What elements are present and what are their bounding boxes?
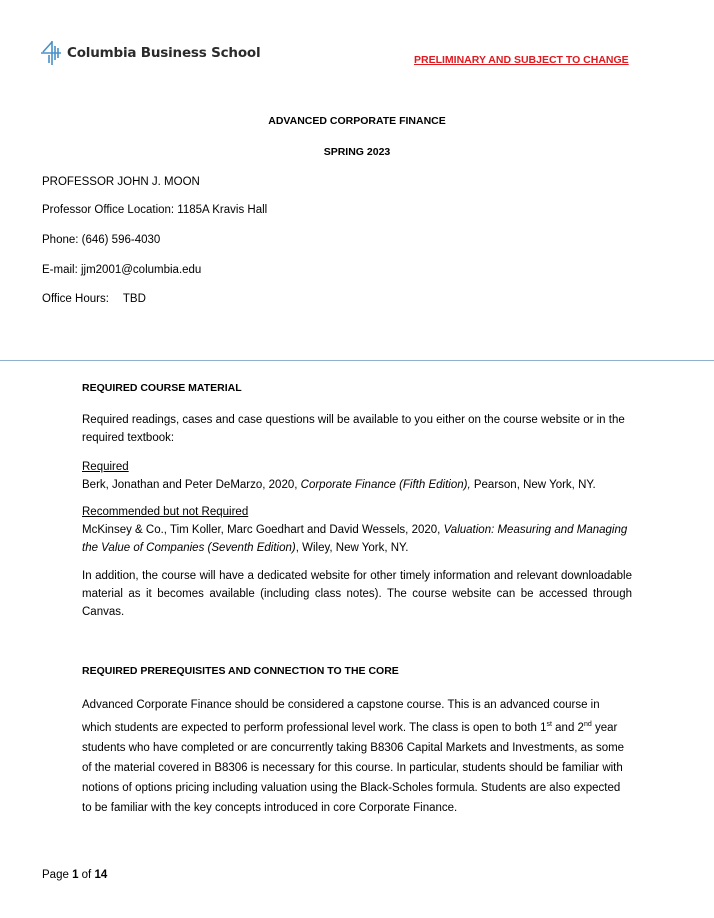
office-hours-value: TBD (122, 293, 146, 305)
recommended-citation (82, 521, 632, 557)
required-citation (82, 476, 632, 494)
prereq-paragraph (82, 695, 632, 818)
logo-text: Columbia Business School (67, 45, 261, 61)
materials-intro: Required readings, cases and case questions will be available to you either on the course website or in the required textbook: (82, 414, 625, 444)
recommended-label: Recommended but not Required (82, 506, 249, 518)
section-divider (0, 360, 714, 361)
email: E-mail: jjm2001@columbia.edu (42, 264, 202, 276)
required-authors: Berk, Jonathan and Peter DeMarzo, 2020, (82, 479, 301, 491)
materials-heading: REQUIRED COURSE MATERIAL (82, 382, 242, 394)
page-label: Page (42, 869, 73, 881)
phone: Phone: (646) 596-4030 (42, 234, 161, 246)
recommended-publisher: , Wiley, New York, NY. (295, 542, 409, 554)
office-location: Professor Office Location: 1185A Kravis Hall (42, 204, 268, 216)
course-website-paragraph: In addition, the course will have a dedicated website for other timely information and relevant downloadable material as it becomes available (including class notes). The course website can be accessed through Canvas. (82, 570, 632, 618)
sup-nd: nd (583, 721, 592, 728)
sup-st: st (546, 721, 552, 728)
course-title: ADVANCED CORPORATE FINANCE (268, 115, 446, 127)
course-term: SPRING 2023 (323, 146, 391, 158)
prereq-text-1: Advanced Corporate Finance should be considered a capstone course. This is an advanced course in which students are expected to perform professional level work. The class is open to both 1 (82, 699, 600, 734)
office-hours (42, 293, 146, 305)
recommended-authors: McKinsey & Co., Tim Koller, Marc Goedhart and David Wessels, 2020, (82, 524, 444, 536)
required-publisher: Pearson, New York, NY. (470, 479, 596, 491)
page-footer (42, 869, 107, 881)
required-label: Required (82, 461, 129, 473)
instructor-name: PROFESSOR JOHN J. MOON (42, 176, 200, 188)
required-book-title: Corporate Finance (Fifth Edition), (300, 479, 471, 491)
required-reference (82, 458, 632, 494)
of-label: of (78, 869, 95, 881)
logo (40, 40, 260, 66)
recommended-reference (82, 503, 632, 557)
prereq-text-2: and 2 (551, 721, 584, 734)
columbia-crown-icon (40, 40, 62, 66)
office-hours-label: Office Hours: (42, 293, 109, 305)
prereq-heading: REQUIRED PREREQUISITES AND CONNECTION TO THE CORE (82, 665, 399, 677)
preliminary-notice: PRELIMINARY AND SUBJECT TO CHANGE (414, 54, 629, 66)
page-total: 14 (94, 869, 108, 881)
page-number: 1 (72, 869, 79, 881)
recommended-book-title: Valuation: Measuring and Managing the Value of Companies (Seventh Edition) (82, 524, 628, 554)
prereq-text-3: year students who have completed or are concurrently taking B8306 Capital Markets and Investments, as some of the material covered in B8306 is necessary for this course. In particular, students should be familiar with notions of options pricing including valuation using the Black-Scholes formula. Students are also expected to be familiar with the key concepts introduced in core Corporate Finance. (82, 721, 625, 814)
